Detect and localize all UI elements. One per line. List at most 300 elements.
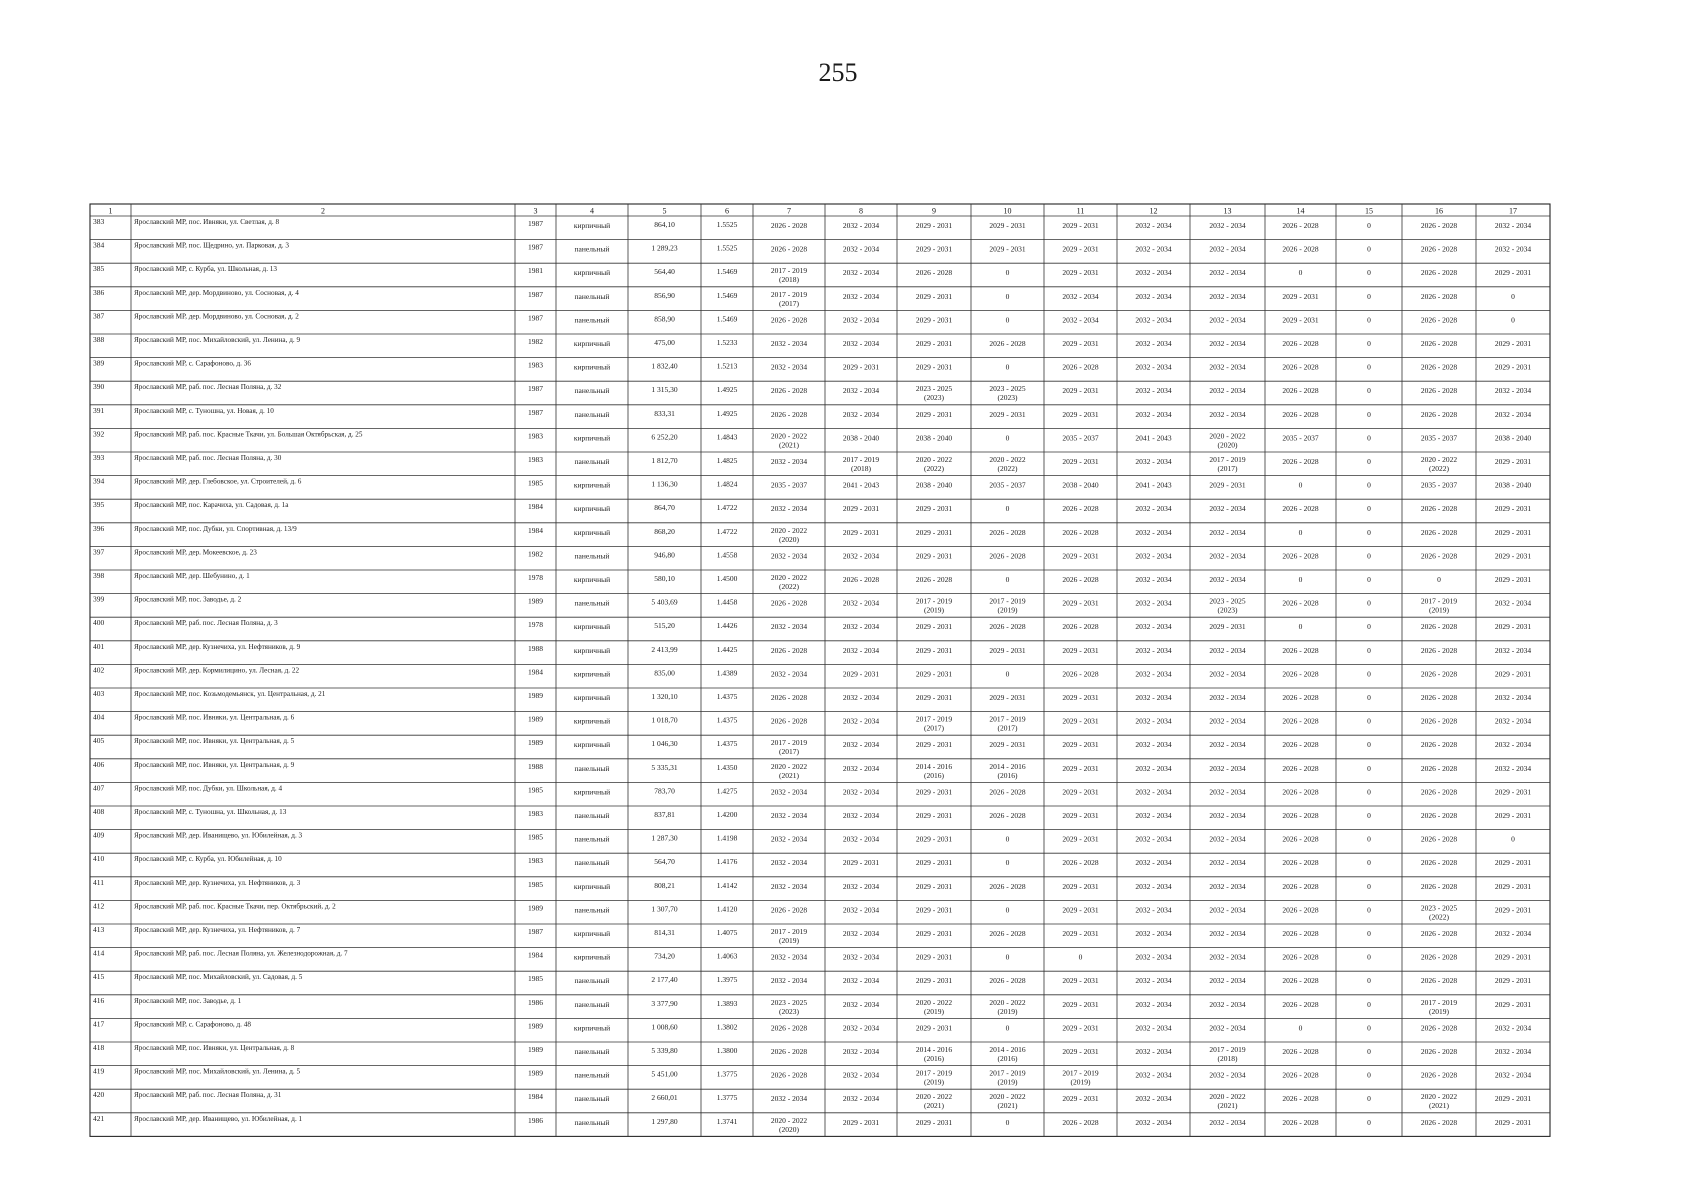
schedule-col17: 2032 - 2034 [1494,221,1532,230]
schedule-col9: 2029 - 2031 [915,362,953,372]
schedule-col10: 0 [1005,433,1010,443]
schedule-col17: 2029 - 2031 [1494,575,1532,584]
schedule-col8: 2032 - 2034 [842,929,880,938]
row-number: 400 [93,618,105,628]
wall-material: кирпичный [573,740,611,750]
schedule-col9: 2029 - 2031 [915,221,953,230]
schedule-col7: 2032 - 2034 [770,976,808,986]
column-header: 12 [1149,206,1158,216]
schedule-col11: 2029 - 2031 [1062,999,1099,1009]
schedule-col14: 2026 - 2028 [1282,1047,1319,1056]
address: Ярославский МР, с. Туношна, ул. Школьная, д. 13 [134,808,287,816]
schedule-col10-note: (2023) [997,393,1018,403]
priority-index: 1.4843 [716,432,738,442]
row-number: 392 [93,429,105,439]
schedule-col8: 2032 - 2034 [842,976,880,986]
schedule-col11: 2029 - 2031 [1062,1094,1099,1104]
address: Ярославский МР, раб. пос. Лесная Поляна, ул. Железнодорожная, д. 7 [134,949,348,958]
schedule-col11: 2029 - 2031 [1062,551,1099,561]
schedule-col7: 2017 - 2019 [770,289,808,299]
row-number: 385 [93,264,105,274]
priority-index: 1.4176 [716,857,738,867]
schedule-col11: 2032 - 2034 [1062,315,1099,325]
schedule-col16: 2035 - 2037 [1420,480,1458,490]
address: Ярославский МР, дер. Иванищево, ул. Юбилейная, д. 1 [134,1114,303,1123]
schedule-col9: 2017 - 2019 [915,1068,953,1078]
build-year: 1989 [528,738,543,748]
schedule-col11: 2032 - 2034 [1062,291,1099,301]
schedule-col17: 2032 - 2034 [1494,244,1532,254]
schedule-col16: 2026 - 2028 [1420,622,1458,632]
schedule-col12: 2032 - 2034 [1135,575,1172,584]
schedule-col8: 2029 - 2031 [842,362,880,372]
schedule-col9: 2029 - 2031 [915,858,953,868]
schedule-col7: 2032 - 2034 [770,622,808,632]
schedule-col7: 2026 - 2028 [770,409,808,419]
schedule-col7: 2026 - 2028 [770,1047,808,1056]
schedule-col15: 0 [1367,457,1371,466]
schedule-col17: 0 [1511,834,1515,844]
wall-material: кирпичный [573,716,611,726]
schedule-col10: 2029 - 2031 [989,693,1026,702]
schedule-col7-note: (2019) [779,936,799,945]
row-number: 391 [93,405,105,415]
schedule-col10: 2014 - 2016 [989,1045,1026,1054]
schedule-col15: 0 [1367,716,1371,726]
priority-index: 1.4458 [716,597,738,607]
schedule-col7: 2032 - 2034 [770,858,808,868]
schedule-col8: 2032 - 2034 [842,1070,880,1080]
schedule-col12: 2041 - 2043 [1135,433,1172,443]
schedule-col14: 2026 - 2028 [1282,716,1319,726]
schedule-col15: 0 [1367,551,1371,561]
schedule-col8: 2032 - 2034 [842,693,880,702]
column-header: 7 [787,206,791,216]
schedule-col9: 2029 - 2031 [915,787,953,797]
schedule-col8: 2032 - 2034 [842,952,880,962]
address: Ярославский МР, раб. пос. Лесная Поляна, д. 32 [134,383,282,392]
column-header: 13 [1223,206,1232,216]
priority-index: 1.4925 [716,408,738,418]
column-header: 17 [1509,206,1517,216]
schedule-col16: 2026 - 2028 [1420,645,1458,655]
schedule-col7: 2032 - 2034 [770,457,808,466]
schedule-col10: 0 [1005,952,1010,962]
total-area: 564,70 [654,857,675,867]
schedule-col10: 2017 - 2019 [989,714,1026,724]
schedule-col16: 2026 - 2028 [1420,409,1458,419]
schedule-col13: 2032 - 2034 [1209,716,1246,726]
schedule-col9: 2020 - 2022 [915,455,953,464]
row-number: 419 [93,1066,105,1076]
build-year: 1978 [528,620,543,630]
schedule-col15: 0 [1367,858,1371,868]
schedule-col15: 0 [1367,905,1371,915]
schedule-col16: 0 [1437,575,1441,584]
row-number: 416 [93,995,105,1005]
schedule-col17: 2029 - 2031 [1494,622,1532,632]
row-number: 408 [93,807,105,816]
schedule-col17: 2029 - 2031 [1494,1117,1532,1127]
schedule-col7: 2017 - 2019 [770,266,808,276]
schedule-col17: 2032 - 2034 [1494,1070,1532,1080]
wall-material: панельный [574,858,610,868]
schedule-col10-note: (2016) [997,770,1018,780]
schedule-col10: 2026 - 2028 [989,811,1026,820]
schedule-col9-note: (2016) [924,770,944,780]
schedule-col13-note: (2023) [1217,605,1238,615]
schedule-col14: 2026 - 2028 [1282,339,1319,348]
schedule-col17: 2038 - 2040 [1494,480,1532,490]
schedule-col11: 2026 - 2028 [1062,362,1099,372]
schedule-col9-note: (2017) [924,723,944,733]
total-area: 868,20 [654,526,675,536]
address: Ярославский МР, пос. Ивняки, ул. Центральная, д. 9 [134,760,295,769]
schedule-col9: 2029 - 2031 [915,881,953,891]
schedule-col9: 2029 - 2031 [915,622,953,632]
build-year: 1987 [528,289,543,299]
schedule-col13: 2020 - 2022 [1209,1092,1246,1102]
schedule-col17: 2029 - 2031 [1494,551,1532,561]
schedule-col11: 2026 - 2028 [1062,504,1099,514]
schedule-col11: 2026 - 2028 [1062,575,1099,584]
total-area: 837,81 [654,810,675,819]
schedule-col17: 2029 - 2031 [1494,339,1532,348]
schedule-col15: 0 [1367,598,1371,608]
schedule-col7: 2026 - 2028 [770,244,808,254]
schedule-col13-note: (2017) [1217,464,1238,473]
schedule-col11: 2029 - 2031 [1062,409,1099,419]
schedule-col7: 2026 - 2028 [770,315,808,325]
schedule-col8: 2032 - 2034 [842,339,880,348]
schedule-col8: 2032 - 2034 [842,740,880,750]
build-year: 1983 [528,809,543,818]
schedule-col16: 2020 - 2022 [1420,1092,1458,1102]
address: Ярославский МР, дер. Иванищево, ул. Юбилейная, д. 3 [134,831,303,840]
row-number: 409 [93,830,105,840]
wall-material: панельный [574,598,610,608]
schedule-col13: 2032 - 2034 [1209,291,1246,301]
total-area: 1 136,30 [651,479,678,489]
row-number: 395 [93,500,105,510]
schedule-col12: 2032 - 2034 [1135,669,1172,679]
schedule-col15: 0 [1367,693,1371,702]
build-year: 1989 [528,596,543,606]
total-area: 5 335,31 [651,762,678,772]
schedule-col10: 0 [1005,268,1010,278]
schedule-col10: 2029 - 2031 [989,645,1026,655]
build-year: 1978 [528,573,543,582]
address: Ярославский МР, пос. Дубки, ул. Школьная, д. 4 [134,784,283,793]
build-year: 1983 [528,431,543,441]
schedule-col13: 2032 - 2034 [1209,221,1246,230]
schedule-col10: 2017 - 2019 [989,596,1026,606]
schedule-col14: 2026 - 2028 [1282,787,1319,797]
schedule-col13: 2032 - 2034 [1209,1117,1246,1127]
schedule-col8: 2032 - 2034 [842,811,880,820]
schedule-col7-note: (2022) [779,582,799,591]
priority-index: 1.5469 [716,290,738,300]
total-area: 814,31 [654,928,675,937]
priority-index: 1.4389 [716,668,738,678]
schedule-col16: 2026 - 2028 [1420,929,1458,938]
schedule-col17: 2029 - 2031 [1494,669,1532,679]
schedule-col9-note: (2019) [924,1077,944,1087]
total-area: 858,90 [654,314,675,324]
schedule-col13: 2032 - 2034 [1209,645,1246,655]
priority-index: 1.4375 [716,739,738,749]
schedule-col10-note: (2017) [997,723,1018,733]
row-number: 401 [93,641,105,651]
schedule-col7: 2032 - 2034 [770,339,808,348]
schedule-col11: 2029 - 2031 [1062,787,1099,797]
schedule-col12: 2032 - 2034 [1135,834,1172,844]
schedule-col16: 2026 - 2028 [1420,834,1458,844]
wall-material: панельный [574,551,610,561]
wall-material: панельный [574,905,610,915]
schedule-col8: 2029 - 2031 [842,858,880,868]
schedule-col10: 2020 - 2022 [989,1092,1026,1102]
schedule-col16: 2026 - 2028 [1420,339,1458,348]
schedule-col16: 2026 - 2028 [1420,787,1458,797]
priority-index: 1.4722 [716,503,738,513]
schedule-col8: 2017 - 2019 [842,455,880,464]
priority-index: 1.3893 [716,998,738,1008]
total-area: 515,20 [654,621,675,631]
schedule-col13: 2032 - 2034 [1209,244,1246,254]
row-number: 393 [93,453,105,462]
schedule-col12: 2032 - 2034 [1135,716,1172,726]
address: Ярославский МР, пос. Михайловский, ул. Ленина, д. 5 [134,1067,301,1076]
column-header: 11 [1076,206,1085,216]
schedule-col11-note: (2019) [1070,1077,1091,1087]
schedule-col17: 2032 - 2034 [1494,929,1532,938]
schedule-col16: 2026 - 2028 [1420,740,1458,750]
schedule-col17: 2038 - 2040 [1494,433,1532,443]
schedule-col9-note: (2021) [924,1101,944,1111]
schedule-col14: 2026 - 2028 [1282,504,1319,514]
schedule-col16: 2026 - 2028 [1420,386,1458,396]
total-area: 1 832,40 [651,361,678,371]
schedule-col9: 2038 - 2040 [915,433,953,443]
schedule-col8: 2032 - 2034 [842,1023,880,1033]
schedule-col11: 2035 - 2037 [1062,433,1099,443]
schedule-col14: 2026 - 2028 [1282,598,1319,608]
schedule-col12: 2032 - 2034 [1135,1094,1172,1104]
wall-material: панельный [574,244,610,254]
schedule-col13: 2032 - 2034 [1209,787,1246,797]
build-year: 1984 [528,502,543,512]
address: Ярославский МР, с. Сарафоново, д. 48 [134,1020,251,1029]
schedule-col9: 2029 - 2031 [915,551,953,561]
schedule-col17: 2032 - 2034 [1494,409,1532,419]
build-year: 1985 [528,879,543,889]
schedule-col7-note: (2020) [779,1124,799,1134]
schedule-col12: 2032 - 2034 [1135,622,1172,632]
schedule-col7: 2032 - 2034 [770,952,808,962]
total-area: 783,70 [654,786,675,796]
schedule-col8: 2032 - 2034 [842,645,880,655]
schedule-col9: 2029 - 2031 [915,244,953,254]
schedule-col17: 2029 - 2031 [1494,1094,1532,1104]
wall-material: панельный [574,291,610,301]
schedule-col11: 2017 - 2019 [1062,1068,1099,1078]
row-number: 411 [93,877,104,887]
schedule-col7-note: (2018) [779,275,799,285]
schedule-col9-note: (2019) [924,1006,944,1016]
schedule-col7: 2026 - 2028 [770,221,808,230]
wall-material: кирпичный [573,952,611,962]
schedule-col11: 2029 - 2031 [1062,1023,1099,1033]
schedule-col9: 2017 - 2019 [915,596,953,606]
schedule-col7: 2023 - 2025 [770,997,808,1007]
schedule-col7-note: (2023) [779,1006,799,1016]
row-number: 398 [93,571,105,580]
schedule-col17: 2029 - 2031 [1494,811,1532,820]
schedule-col14: 2026 - 2028 [1282,834,1319,844]
schedule-col13: 2032 - 2034 [1209,905,1246,915]
row-number: 410 [93,854,105,864]
address: Ярославский МР, раб. пос. Красные Ткачи, пер. Октябрьский, д. 2 [134,902,336,911]
schedule-col13: 2032 - 2034 [1209,952,1246,962]
schedule-col12: 2032 - 2034 [1135,1070,1172,1080]
wall-material: кирпичный [573,693,611,702]
schedule-col17: 2029 - 2031 [1494,527,1532,537]
schedule-col7-note: (2017) [779,747,799,757]
schedule-col10: 2029 - 2031 [989,409,1026,419]
address: Ярославский МР, раб. пос. Лесная Поляна, д. 31 [134,1091,282,1100]
address: Ярославский МР, пос. Заводье, д. 1 [134,996,242,1005]
build-year: 1982 [528,549,543,559]
schedule-col8: 2032 - 2034 [842,1047,880,1056]
schedule-col7: 2032 - 2034 [770,811,808,820]
row-number: 386 [93,287,105,297]
schedule-col12: 2032 - 2034 [1135,457,1172,466]
schedule-col8: 2032 - 2034 [842,905,880,915]
wall-material: кирпичный [573,1023,611,1033]
schedule-col17: 2032 - 2034 [1494,645,1532,655]
schedule-col12: 2032 - 2034 [1135,504,1172,514]
wall-material: кирпичный [573,480,611,490]
schedule-col13: 2032 - 2034 [1209,527,1246,537]
schedule-col9: 2029 - 2031 [915,976,953,986]
schedule-col13: 2032 - 2034 [1209,1023,1246,1033]
schedule-col13: 2032 - 2034 [1209,976,1246,986]
schedule-col9: 2029 - 2031 [915,811,953,820]
schedule-col15: 0 [1367,480,1371,490]
schedule-col11: 2029 - 2031 [1062,881,1099,891]
column-header: 5 [662,206,667,216]
total-area: 2 413,99 [651,644,678,654]
schedule-col8: 2032 - 2034 [842,881,880,891]
schedule-col15: 0 [1367,976,1371,986]
schedule-col8-note: (2018) [851,464,871,473]
schedule-col15: 0 [1367,645,1371,655]
schedule-col7: 2026 - 2028 [770,598,808,608]
schedule-col17: 2029 - 2031 [1494,881,1532,891]
schedule-col14: 2026 - 2028 [1282,811,1319,820]
schedule-col11: 2029 - 2031 [1062,268,1099,278]
schedule-col9: 2029 - 2031 [915,1023,953,1033]
row-number: 384 [93,240,105,250]
build-year: 1984 [528,1092,543,1102]
schedule-col13: 2032 - 2034 [1209,504,1246,514]
schedule-col8: 2032 - 2034 [842,268,880,278]
schedule-col10: 0 [1005,834,1010,844]
schedule-col11: 2029 - 2031 [1062,339,1099,348]
schedule-col10: 2029 - 2031 [989,740,1026,750]
priority-index: 1.4375 [716,692,738,701]
wall-material: кирпичный [573,622,611,632]
schedule-col10: 2026 - 2028 [989,976,1026,986]
wall-material: кирпичный [573,575,611,584]
build-year: 1986 [528,1115,543,1125]
schedule-col7: 2020 - 2022 [770,761,808,771]
schedule-col12: 2032 - 2034 [1135,409,1172,419]
schedule-col8: 2041 - 2043 [842,480,880,490]
column-header: 15 [1365,206,1373,216]
schedule-col16-note: (2021) [1429,1101,1449,1111]
schedule-col10-note: (2019) [997,1077,1018,1087]
schedule-col17: 0 [1511,315,1515,325]
build-year: 1985 [528,974,543,984]
schedule-col17: 2029 - 2031 [1494,504,1532,514]
wall-material: кирпичный [573,221,611,230]
total-area: 1 008,60 [651,1022,678,1032]
schedule-col9: 2014 - 2016 [915,1045,953,1054]
schedule-col11: 2029 - 2031 [1062,834,1099,844]
priority-index: 1.4120 [716,904,738,914]
schedule-col9: 2029 - 2031 [915,929,953,938]
schedule-col16: 2017 - 2019 [1420,596,1458,606]
priority-index: 1.4142 [716,880,738,890]
schedule-col10: 0 [1005,315,1010,325]
schedule-col15: 0 [1367,952,1371,962]
schedule-col9: 2029 - 2031 [915,504,953,514]
wall-material: панельный [574,1047,610,1056]
schedule-col7: 2032 - 2034 [770,881,808,891]
schedule-col13: 2032 - 2034 [1209,268,1246,278]
row-number: 415 [93,972,105,982]
schedule-col15: 0 [1367,433,1371,443]
schedule-col16: 2026 - 2028 [1420,268,1458,278]
address: Ярославский МР, дер. Мордвиново, ул. Сосновая, д. 2 [134,312,299,321]
schedule-col15: 0 [1367,504,1371,514]
build-year: 1987 [528,384,543,394]
schedule-col13: 2023 - 2025 [1209,596,1246,606]
schedule-col7: 2032 - 2034 [770,787,808,797]
build-year: 1985 [528,785,543,795]
total-area: 1 046,30 [651,739,678,749]
schedule-col9: 2029 - 2031 [915,1117,953,1127]
schedule-col13: 2032 - 2034 [1209,386,1246,396]
schedule-col14: 2026 - 2028 [1282,693,1319,702]
schedule-col7: 2017 - 2019 [770,927,808,936]
schedule-col15: 0 [1367,409,1371,419]
schedule-col7-note: (2021) [779,770,799,780]
schedule-col16: 2026 - 2028 [1420,315,1458,325]
schedule-col11: 2029 - 2031 [1062,763,1099,773]
row-number: 396 [93,523,105,533]
priority-index: 1.4375 [716,715,738,725]
schedule-col11: 2029 - 2031 [1062,905,1099,915]
schedule-col11: 2026 - 2028 [1062,858,1099,868]
schedule-col15: 0 [1367,244,1371,254]
schedule-col15: 0 [1367,622,1371,632]
row-number: 412 [93,901,105,911]
priority-index: 1.4824 [716,479,738,489]
schedule-col11: 2029 - 2031 [1062,716,1099,726]
